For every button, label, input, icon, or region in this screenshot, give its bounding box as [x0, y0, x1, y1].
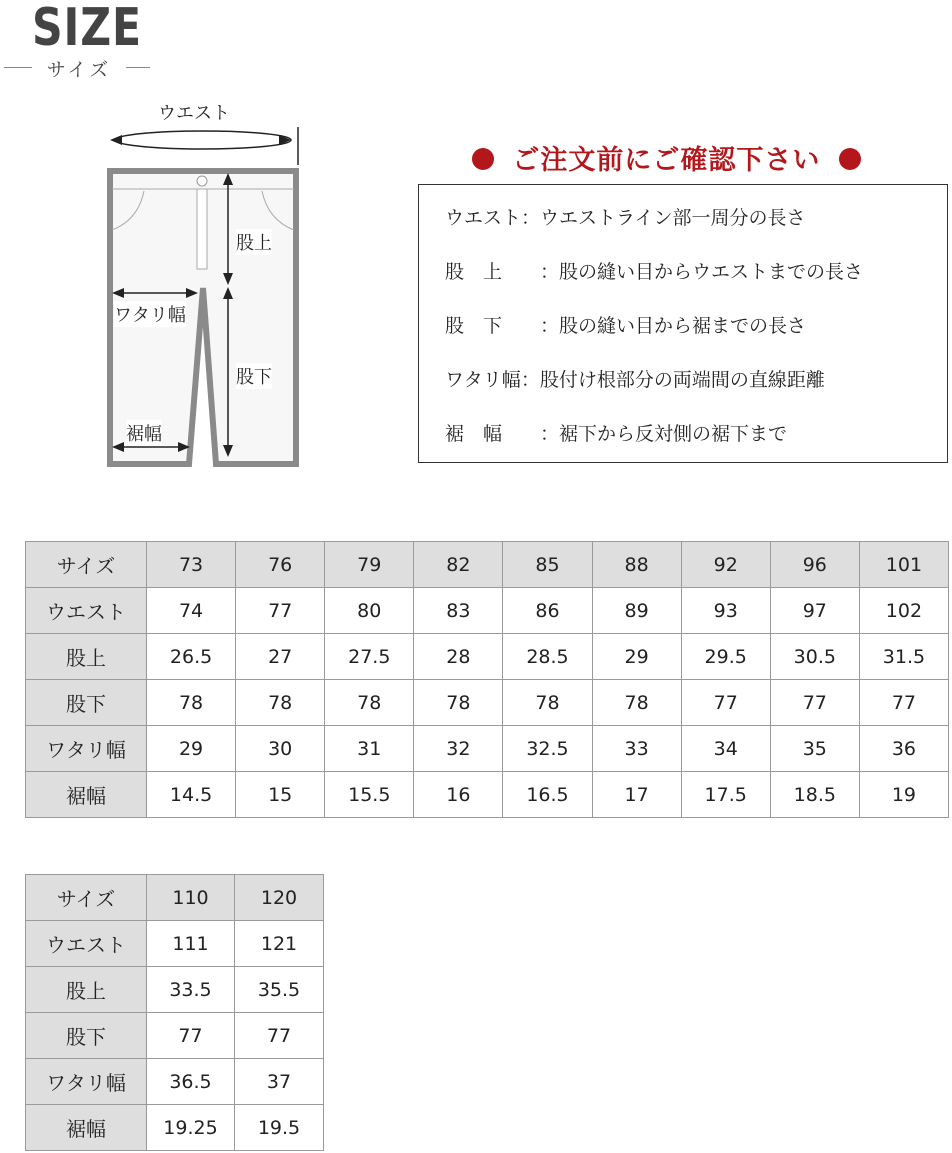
table-cell: 32	[414, 726, 503, 772]
table-row	[26, 967, 324, 1013]
definition-desc: ウエストライン部一周分の長さ	[540, 207, 806, 229]
table-cell: 92	[681, 542, 770, 588]
definition-row: 裾 幅 ：裾下から反対側の裾下まで	[445, 419, 787, 446]
table-row	[26, 680, 949, 726]
definition-box	[418, 184, 948, 463]
waist-measure-line	[115, 131, 291, 149]
table-row	[26, 1105, 324, 1151]
table-cell: 79	[325, 542, 414, 588]
definition-term: ワタリ幅	[445, 369, 521, 391]
table-row	[26, 772, 949, 818]
table-cell: 16	[414, 772, 503, 818]
table-cell: 33	[592, 726, 681, 772]
table-cell: 30.5	[770, 634, 859, 680]
row-label: ワタリ幅	[26, 726, 147, 772]
notice-title-text: ご注文前にご確認下さい	[512, 145, 821, 176]
table-cell: 29.5	[681, 634, 770, 680]
table-cell: 34	[681, 726, 770, 772]
table-cell: 17.5	[681, 772, 770, 818]
table-cell: 97	[770, 588, 859, 634]
table-row	[26, 588, 949, 634]
table-row	[26, 1059, 324, 1105]
table-cell: 16.5	[503, 772, 592, 818]
pants-illustration	[100, 95, 310, 475]
table-cell: 96	[770, 542, 859, 588]
table-cell: 78	[236, 680, 325, 726]
table-cell: 19	[859, 772, 948, 818]
definition-term: 裾 幅	[445, 423, 503, 445]
definition-desc: 股の縫い目から裾までの長さ	[559, 315, 807, 337]
label-thigh: ワタリ幅	[114, 301, 186, 327]
table-cell: 93	[681, 588, 770, 634]
row-label: 股上	[26, 634, 147, 680]
table-cell: 30	[236, 726, 325, 772]
table-cell: 31.5	[859, 634, 948, 680]
table-row	[26, 875, 324, 921]
waist-arrow-left-icon	[110, 135, 122, 145]
table-cell: 80	[325, 588, 414, 634]
row-label: 股下	[26, 1013, 147, 1059]
table-cell: 36	[859, 726, 948, 772]
table-cell: 77	[859, 680, 948, 726]
table-row	[26, 1013, 324, 1059]
definition-term: ウエスト	[445, 207, 522, 229]
row-label: 股下	[26, 680, 147, 726]
table-row	[26, 921, 324, 967]
definition-desc: 裾下から反対側の裾下まで	[559, 423, 788, 445]
table-cell: 17	[592, 772, 681, 818]
pants-diagram	[100, 95, 310, 475]
table-cell: 15.5	[325, 772, 414, 818]
table-cell: 14.5	[147, 772, 236, 818]
table-cell: 85	[503, 542, 592, 588]
row-label: サイズ	[26, 875, 147, 921]
table-cell: 78	[325, 680, 414, 726]
notice-heading	[472, 138, 902, 177]
table-cell: 18.5	[770, 772, 859, 818]
table-cell: 110	[147, 875, 235, 921]
definition-desc: 股付け根部分の両端間の直線距離	[539, 369, 825, 391]
table-cell: 19.5	[235, 1105, 324, 1151]
table-cell: 111	[147, 921, 235, 967]
table-cell: 31	[325, 726, 414, 772]
row-label: 裾幅	[26, 1105, 147, 1151]
row-label: 裾幅	[26, 772, 147, 818]
bullet-dot-icon	[839, 148, 861, 170]
table-cell: 89	[592, 588, 681, 634]
table-cell: 88	[592, 542, 681, 588]
table-cell: 77	[770, 680, 859, 726]
table-cell: 27.5	[325, 634, 414, 680]
table-cell: 28.5	[503, 634, 592, 680]
table-cell: 77	[236, 588, 325, 634]
table-cell: 19.25	[147, 1105, 235, 1151]
table-cell: 29	[147, 726, 236, 772]
bullet-dot-icon	[472, 148, 494, 170]
label-inseam: 股下	[236, 363, 272, 389]
row-label: サイズ	[26, 542, 147, 588]
table-row	[26, 726, 949, 772]
table-cell: 36.5	[147, 1059, 235, 1105]
table-cell: 15	[236, 772, 325, 818]
table-cell: 76	[236, 542, 325, 588]
label-hem: 裾幅	[126, 420, 162, 446]
table-cell: 78	[503, 680, 592, 726]
table-row	[26, 634, 949, 680]
definition-row: 股 下 ：股の縫い目から裾までの長さ	[445, 311, 806, 338]
size-table-1	[25, 541, 949, 818]
definition-term: 股 下	[445, 315, 503, 337]
table-cell: 102	[859, 588, 948, 634]
table-cell: 37	[235, 1059, 324, 1105]
table-cell: 29	[592, 634, 681, 680]
definition-row: ウエスト：ウエストライン部一周分の長さ	[445, 203, 805, 230]
label-waist: ウエスト	[158, 103, 230, 124]
table-cell: 77	[235, 1013, 324, 1059]
table-cell: 78	[592, 680, 681, 726]
row-label: ウエスト	[26, 921, 147, 967]
row-label: ウエスト	[26, 588, 147, 634]
table-cell: 86	[503, 588, 592, 634]
definition-row: ワタリ幅：股付け根部分の両端間の直線距離	[445, 365, 825, 392]
definition-term: 股 上	[445, 261, 503, 283]
table-cell: 121	[235, 921, 324, 967]
table-cell: 35	[770, 726, 859, 772]
row-label: 股上	[26, 967, 147, 1013]
table-cell: 35.5	[235, 967, 324, 1013]
page-subtitle: サイズ	[46, 59, 112, 81]
table-cell: 83	[414, 588, 503, 634]
definition-desc: 股の縫い目からウエストまでの長さ	[559, 261, 864, 283]
definition-row: 股 上 ：股の縫い目からウエストまでの長さ	[445, 257, 863, 284]
label-rise: 股上	[236, 229, 272, 255]
table-cell: 32.5	[503, 726, 592, 772]
table-cell: 73	[147, 542, 236, 588]
subtitle-rule-left	[4, 67, 32, 68]
page-title: SIZE	[32, 0, 142, 58]
table-cell: 120	[235, 875, 324, 921]
table-cell: 78	[414, 680, 503, 726]
table-cell: 82	[414, 542, 503, 588]
table-cell: 77	[147, 1013, 235, 1059]
table-cell: 26.5	[147, 634, 236, 680]
table-cell: 74	[147, 588, 236, 634]
table-cell: 28	[414, 634, 503, 680]
table-cell: 27	[236, 634, 325, 680]
row-label: ワタリ幅	[26, 1059, 147, 1105]
subtitle-rule-right	[126, 67, 150, 68]
table-cell: 33.5	[147, 967, 235, 1013]
table-cell: 77	[681, 680, 770, 726]
table-cell: 101	[859, 542, 948, 588]
table-cell: 78	[147, 680, 236, 726]
table-row	[26, 542, 949, 588]
size-table-2	[25, 874, 324, 1151]
